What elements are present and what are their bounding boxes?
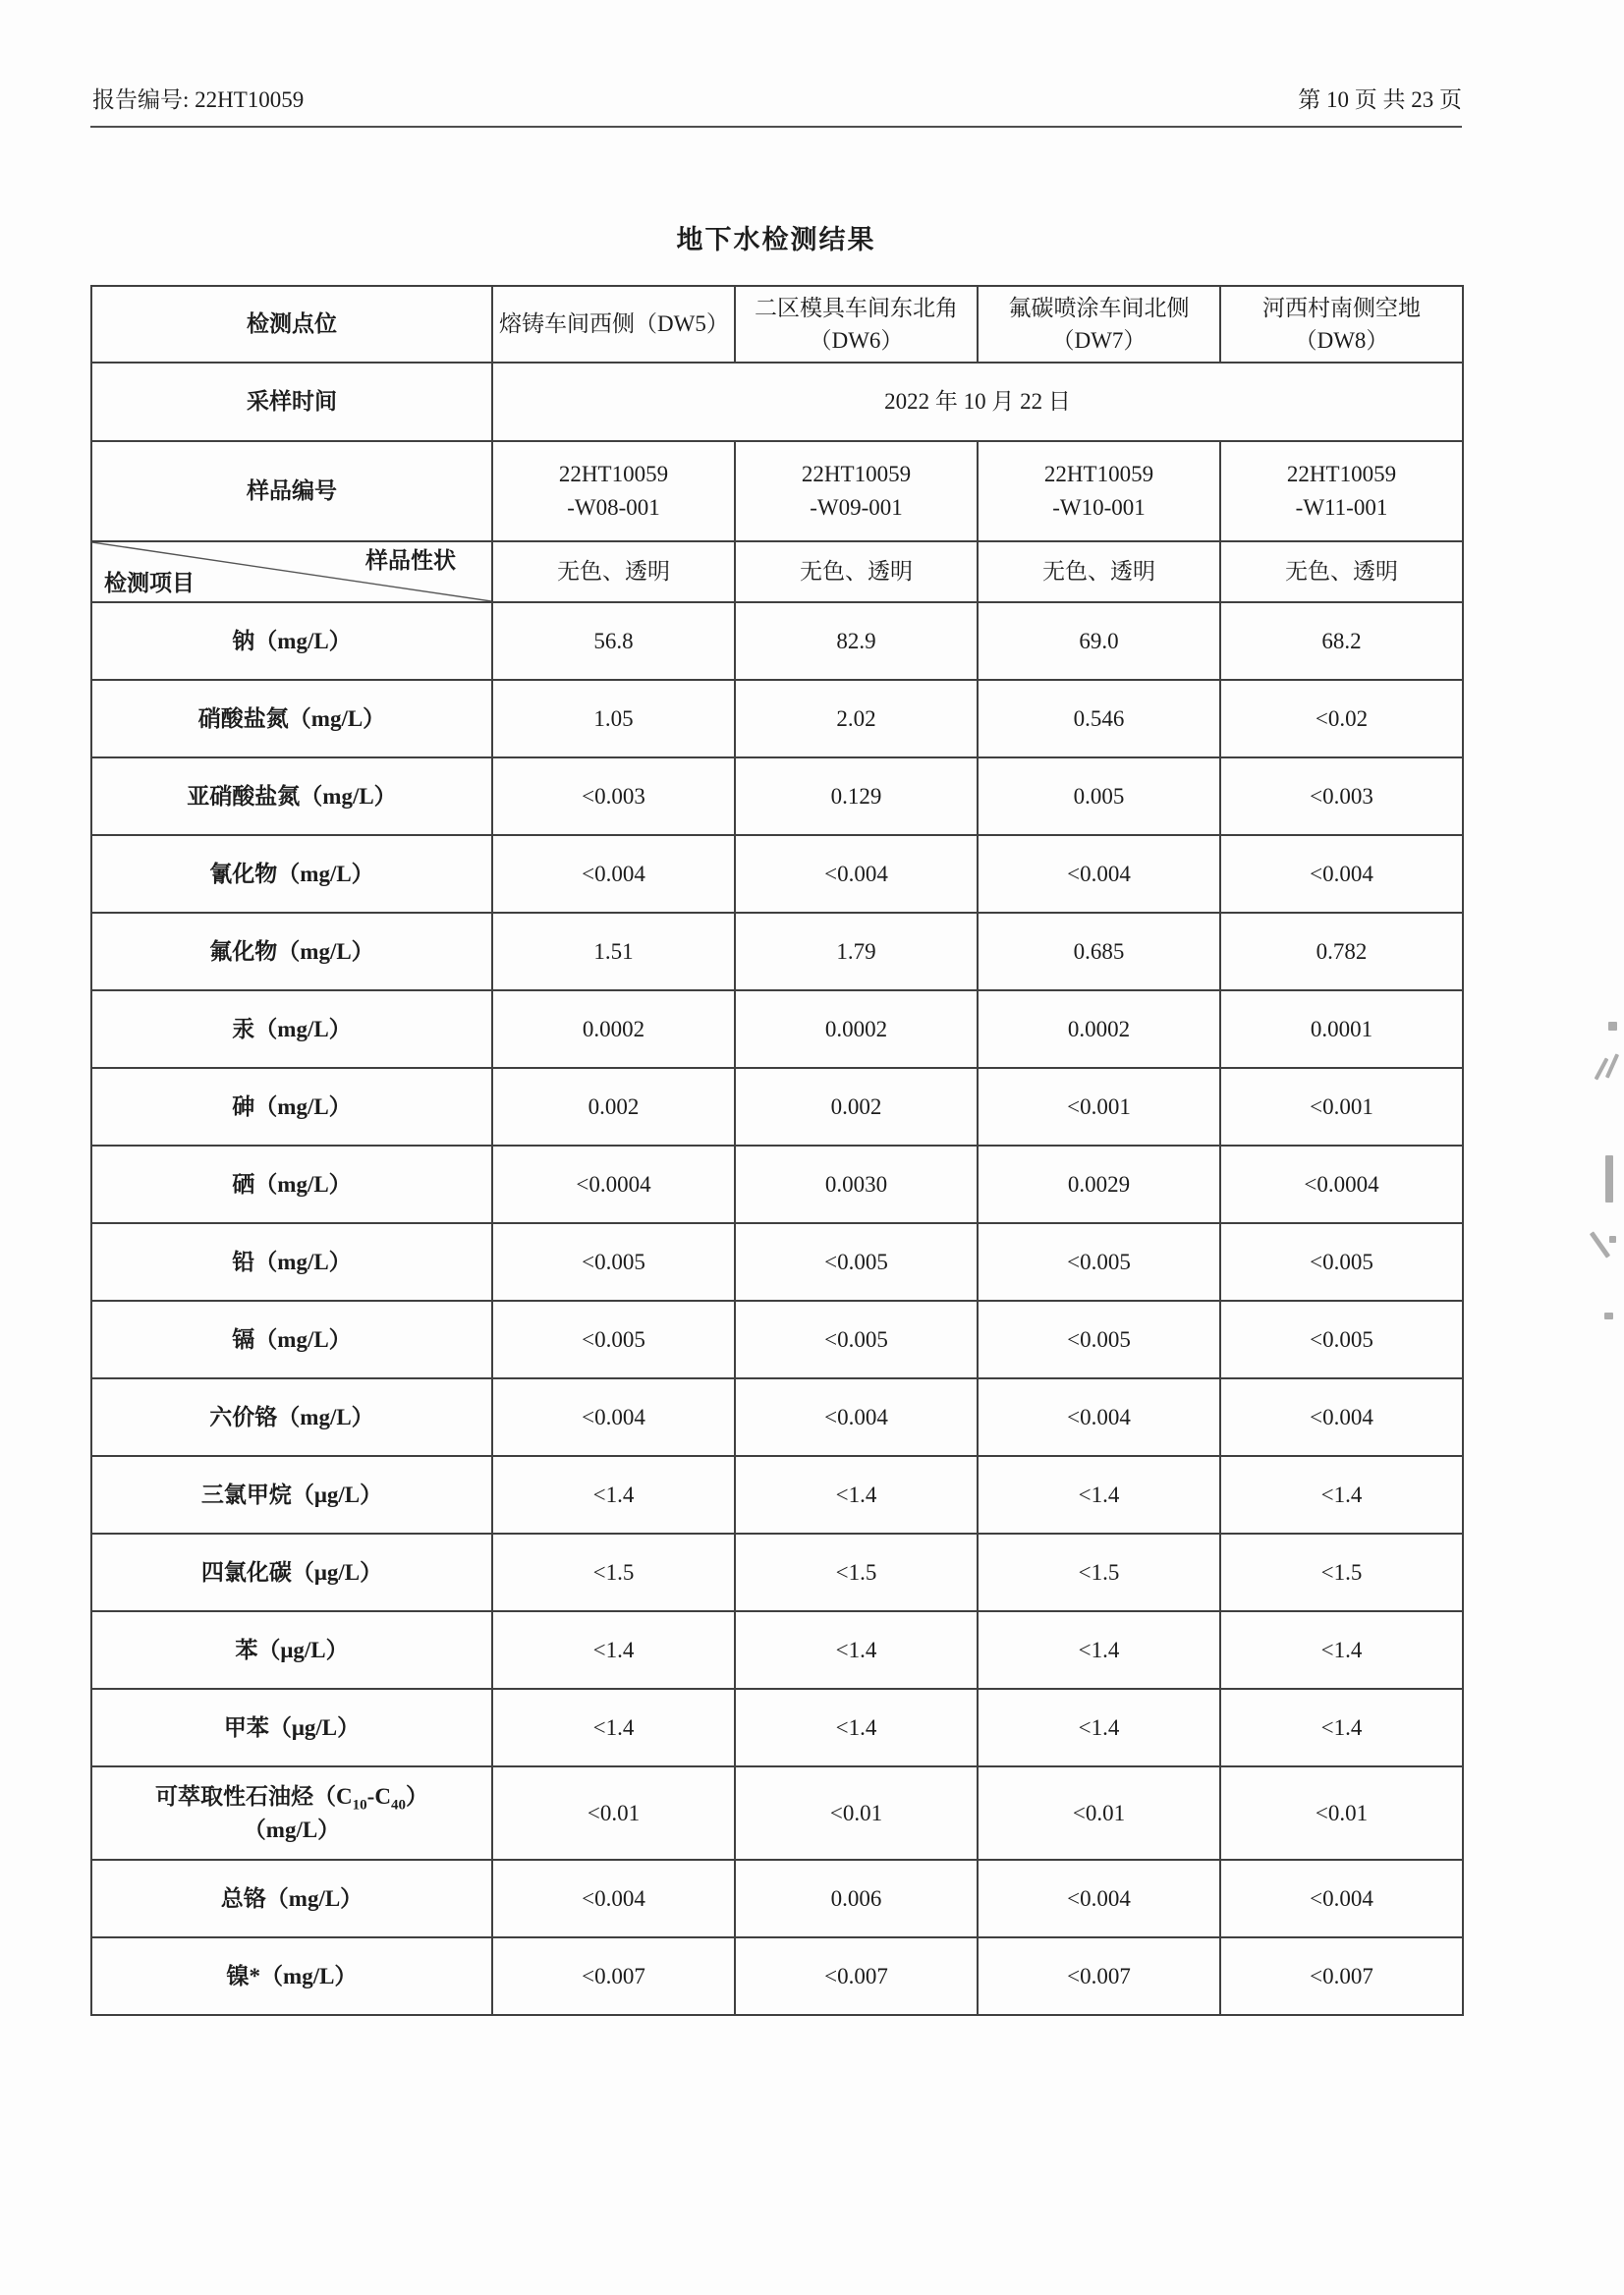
result-value: <0.004: [492, 835, 735, 913]
report-number-label: 报告编号:: [92, 87, 196, 112]
parameter-row: [91, 1378, 1463, 1456]
result-value: 0.129: [735, 757, 978, 835]
sample-number-line: -W10-001: [1052, 495, 1146, 520]
result-value: 0.0002: [735, 990, 978, 1068]
parameter-row: [91, 1611, 1463, 1689]
result-value: <0.003: [492, 757, 735, 835]
result-value: <1.4: [735, 1456, 978, 1534]
sample-character-label: 样品性状: [365, 548, 456, 573]
parameter-name: 苯（μg/L）: [91, 1611, 492, 1689]
monitoring-point-dw8: 河西村南侧空地（DW8）: [1220, 286, 1463, 363]
points-label: 检测点位: [91, 286, 492, 363]
parameter-row: [91, 1223, 1463, 1301]
sample-number-line: -W08-001: [567, 495, 660, 520]
parameter-name: 六价铬（mg/L）: [91, 1378, 492, 1456]
result-value: 0.006: [735, 1860, 978, 1937]
parameter-name: 可萃取性石油烃$(C_{10}-C_{40})$ （mg/L）: [91, 1766, 492, 1860]
sample-character-value: 无色、透明: [978, 541, 1220, 602]
parameter-name: 四氯化碳（μg/L）: [91, 1534, 492, 1611]
parameter-name: 镉（mg/L）: [91, 1301, 492, 1378]
result-value: <0.004: [1220, 1378, 1463, 1456]
scan-artifact: [1604, 1313, 1613, 1319]
result-value: <1.4: [1220, 1456, 1463, 1534]
result-value: <0.01: [735, 1766, 978, 1860]
result-value: 69.0: [978, 602, 1220, 680]
result-value: 0.782: [1220, 913, 1463, 990]
sample-number-line: 22HT10059: [801, 461, 912, 486]
report-number: [92, 82, 304, 114]
result-value: <0.02: [1220, 680, 1463, 757]
sample-number: [978, 441, 1220, 541]
result-value: <0.005: [492, 1223, 735, 1301]
scan-artifact: [1605, 1155, 1613, 1203]
result-value: <1.4: [492, 1689, 735, 1766]
result-value: <1.4: [492, 1611, 735, 1689]
monitoring-points-row: [91, 286, 1463, 363]
parameter-name: 汞（mg/L）: [91, 990, 492, 1068]
parameter-name: 砷（mg/L）: [91, 1068, 492, 1146]
result-value: <0.004: [978, 835, 1220, 913]
parameter-name: 氟化物（mg/L）: [91, 913, 492, 990]
parameter-row: [91, 1766, 1463, 1860]
result-value: <0.0004: [1220, 1146, 1463, 1223]
result-value: 2.02: [735, 680, 978, 757]
scan-artifact: [1608, 1022, 1617, 1031]
parameter-row: [91, 602, 1463, 680]
parameter-row: [91, 1689, 1463, 1766]
scan-artifact: [1605, 1053, 1619, 1078]
result-value: 0.0002: [978, 990, 1220, 1068]
sampling-time-row: [91, 363, 1463, 441]
monitoring-point-dw5: 熔铸车间西侧（DW5）: [492, 286, 735, 363]
parameter-row: [91, 1301, 1463, 1378]
result-value: 0.0030: [735, 1146, 978, 1223]
parameter-row: [91, 1456, 1463, 1534]
result-value: <0.005: [492, 1301, 735, 1378]
sample-number: [492, 441, 735, 541]
sample-character-value: 无色、透明: [492, 541, 735, 602]
result-value: <0.001: [1220, 1068, 1463, 1146]
parameter-name: 铅（mg/L）: [91, 1223, 492, 1301]
result-value: <0.01: [1220, 1766, 1463, 1860]
sample-character-value: 无色、透明: [735, 541, 978, 602]
diagonal-header-cell: [91, 541, 492, 602]
result-value: <1.4: [735, 1689, 978, 1766]
sample-number-label: 样品编号: [91, 441, 492, 541]
result-value: <0.0004: [492, 1146, 735, 1223]
result-value: <1.5: [492, 1534, 735, 1611]
parameter-row: [91, 1068, 1463, 1146]
result-value: <0.01: [492, 1766, 735, 1860]
result-value: <0.005: [1220, 1223, 1463, 1301]
result-value: <0.005: [735, 1223, 978, 1301]
sample-number: [1220, 441, 1463, 541]
sample-number-line: -W11-001: [1295, 495, 1388, 520]
report-number-value: 22HT10059: [195, 87, 305, 112]
parameter-name: 三氯甲烷（μg/L）: [91, 1456, 492, 1534]
parameter-row: [91, 835, 1463, 913]
result-value: <0.004: [492, 1378, 735, 1456]
parameter-name: 镍*（mg/L）: [91, 1937, 492, 2015]
result-value: 0.002: [492, 1068, 735, 1146]
document-title: 地下水检测结果: [676, 225, 876, 254]
parameter-row: [91, 1534, 1463, 1611]
result-value: 1.05: [492, 680, 735, 757]
parameter-row: [91, 1937, 1463, 2015]
result-value: <0.003: [1220, 757, 1463, 835]
result-value: <1.4: [1220, 1689, 1463, 1766]
page-number: 第 10 页 共 23 页: [1298, 87, 1462, 112]
result-value: <0.004: [492, 1860, 735, 1937]
parameter-name: 硝酸盐氮（mg/L）: [91, 680, 492, 757]
result-value: <1.4: [492, 1456, 735, 1534]
sample-number: [735, 441, 978, 541]
result-value: <0.004: [1220, 1860, 1463, 1937]
results-body: [91, 286, 1463, 2015]
result-value: 1.79: [735, 913, 978, 990]
sample-character-row: [91, 541, 1463, 602]
parameter-row: [91, 680, 1463, 757]
scan-artifact: [1609, 1236, 1616, 1243]
result-value: 0.685: [978, 913, 1220, 990]
sampling-time-label: 采样时间: [91, 363, 492, 441]
result-value: <1.4: [978, 1689, 1220, 1766]
result-value: <0.005: [978, 1223, 1220, 1301]
result-value: <1.5: [735, 1534, 978, 1611]
result-value: <0.007: [492, 1937, 735, 2015]
parameter-name: 总铬（mg/L）: [91, 1860, 492, 1937]
result-value: <0.004: [735, 1378, 978, 1456]
parameter-name: 氰化物（mg/L）: [91, 835, 492, 913]
result-value: <0.007: [1220, 1937, 1463, 2015]
sampling-time-value: 2022 年 10 月 22 日: [492, 363, 1463, 441]
sample-number-line: 22HT10059: [1286, 461, 1397, 486]
result-value: <1.5: [1220, 1534, 1463, 1611]
result-value: 0.0029: [978, 1146, 1220, 1223]
result-value: <0.004: [978, 1378, 1220, 1456]
result-value: <0.007: [978, 1937, 1220, 2015]
result-value: <0.004: [978, 1860, 1220, 1937]
result-value: 56.8: [492, 602, 735, 680]
parameter-name: 钠（mg/L）: [91, 602, 492, 680]
result-value: 1.51: [492, 913, 735, 990]
parameter-row: [91, 757, 1463, 835]
result-value: <0.004: [735, 835, 978, 913]
result-value: <0.001: [978, 1068, 1220, 1146]
result-value: <1.4: [978, 1611, 1220, 1689]
result-value: 0.005: [978, 757, 1220, 835]
result-value: <1.4: [1220, 1611, 1463, 1689]
sample-number-line: 22HT10059: [558, 461, 669, 486]
sample-number-row: [91, 441, 1463, 541]
result-value: <1.4: [978, 1456, 1220, 1534]
parameter-row: [91, 913, 1463, 990]
test-item-label: 检测项目: [104, 570, 195, 595]
scan-artifact: [1590, 1231, 1610, 1258]
sample-number-line: -W09-001: [810, 495, 903, 520]
sample-number-line: 22HT10059: [1043, 461, 1154, 486]
result-value: <0.005: [978, 1301, 1220, 1378]
parameter-name: 亚硝酸盐氮（mg/L）: [91, 757, 492, 835]
result-value: <0.004: [1220, 835, 1463, 913]
parameter-row: [91, 1860, 1463, 1937]
result-value: 68.2: [1220, 602, 1463, 680]
results-table: [90, 285, 1464, 2016]
monitoring-point-dw6: 二区模具车间东北角（DW6）: [735, 286, 978, 363]
parameter-row: [91, 990, 1463, 1068]
result-value: 0.546: [978, 680, 1220, 757]
result-value: <0.005: [1220, 1301, 1463, 1378]
result-value: <1.4: [735, 1611, 978, 1689]
result-value: 0.0001: [1220, 990, 1463, 1068]
result-value: <1.5: [978, 1534, 1220, 1611]
parameter-name: 甲苯（μg/L）: [91, 1689, 492, 1766]
parameter-name: 硒（mg/L）: [91, 1146, 492, 1223]
monitoring-point-dw7: 氟碳喷涂车间北侧（DW7）: [978, 286, 1220, 363]
result-value: <0.01: [978, 1766, 1220, 1860]
page-header: [90, 79, 1462, 128]
sample-character-value: 无色、透明: [1220, 541, 1463, 602]
result-value: <0.007: [735, 1937, 978, 2015]
result-value: <0.005: [735, 1301, 978, 1378]
result-value: 0.002: [735, 1068, 978, 1146]
result-value: 0.0002: [492, 990, 735, 1068]
result-value: 82.9: [735, 602, 978, 680]
parameter-row: [91, 1146, 1463, 1223]
